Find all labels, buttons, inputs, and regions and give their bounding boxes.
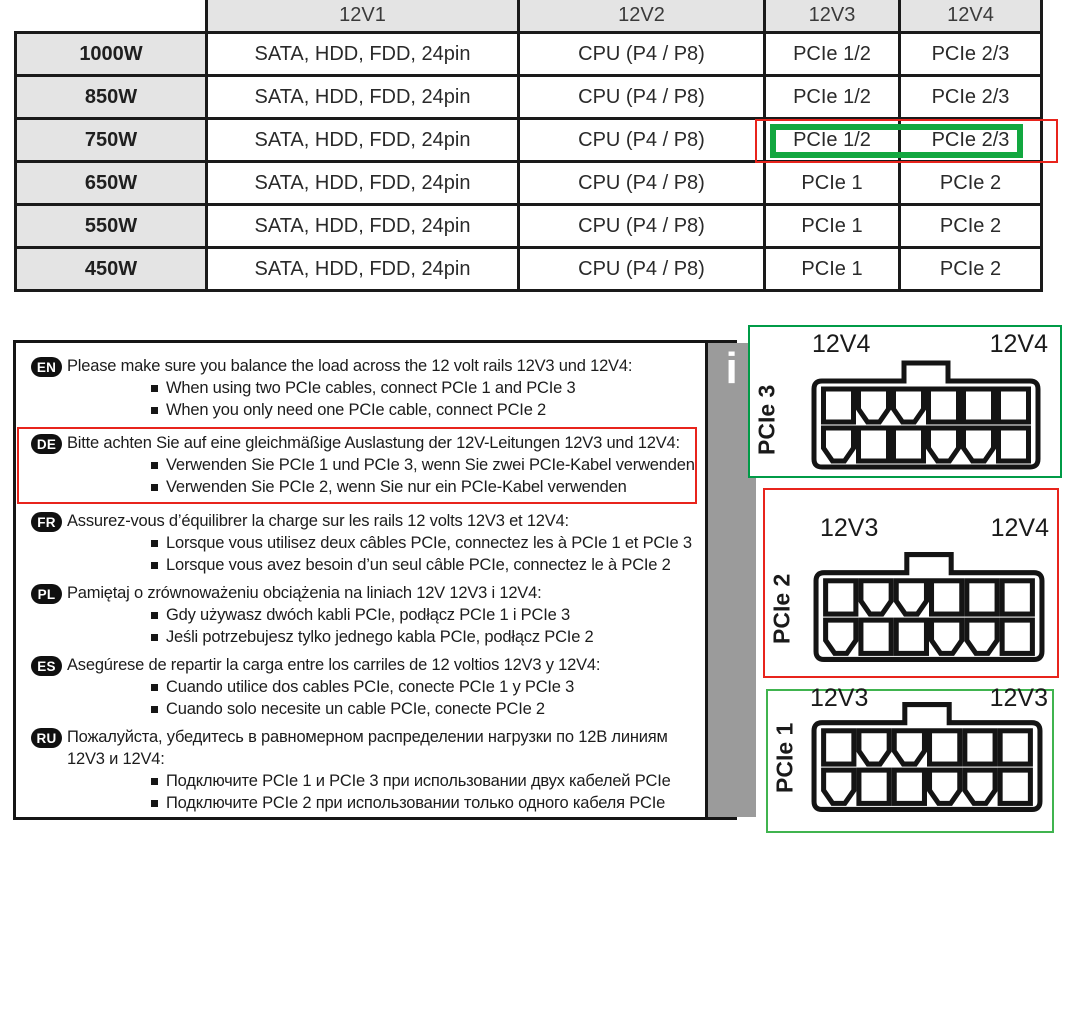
section-intro: Asegúrese de repartir la carga entre los carriles de 12 voltios 12V3 y 12V4: [67,656,601,674]
table-cell: PCIe 1 [765,162,900,205]
table-cell: PCIe 1 [765,205,900,248]
connector-name-label: PCIe 2 [768,573,795,645]
table-cell: CPU (P4 / P8) [519,119,765,162]
column-header-12v4: 12V4 [900,0,1042,33]
lang-badge-de: DE [31,434,62,454]
pcie-connector-diagram [812,550,1046,664]
lang-badge-fr: FR [31,512,62,532]
bullet-item: Jeśli potrzebujesz tylko jednego kabla PCIe, podłącz PCIe 2 [151,626,699,648]
info-section-ru [31,726,699,814]
lang-badge-ru: RU [31,728,62,748]
info-section-fr [31,510,699,576]
table-cell: PCIe 1 [765,248,900,291]
info-section-es [31,654,699,720]
pcie-connector-diagram [810,699,1044,815]
connector-name-label: PCIe 1 [771,722,798,794]
bullet-item: Gdy używasz dwóch kabli PCIe, podłącz PCIe 1 i PCIe 3 [151,604,699,626]
rail-label-left: 12V3 [810,684,869,712]
table-cell: SATA, HDD, FDD, 24pin [207,33,519,76]
bullet-item: Cuando solo necesite un cable PCIe, conecte PCIe 2 [151,698,699,720]
row-header-watt: 1000W [16,33,207,76]
table-row-550w [16,205,1042,248]
table-cell: PCIe 2 [900,205,1042,248]
pcie3-connector-box [748,325,1062,478]
table-cell-highlighted: PCIe 1/2 [765,119,900,162]
info-icon: i [725,344,738,393]
table-cell: SATA, HDD, FDD, 24pin [207,205,519,248]
row-header-watt: 550W [16,205,207,248]
table-cell: PCIe 2 [900,248,1042,291]
table-row-450w [16,248,1042,291]
row-header-watt: 650W [16,162,207,205]
column-header-12v1: 12V1 [207,0,519,33]
row-header-watt: 850W [16,76,207,119]
table-row-750w [16,119,1042,162]
section-intro: Please make sure you balance the load across the 12 volt rails 12V3 und 12V4: [67,357,633,375]
section-intro: Pamiętaj o zrównoważeniu obciążenia na liniach 12V 12V3 i 12V4: [67,584,542,602]
lang-badge-en: EN [31,357,62,377]
rail-label-left: 12V4 [812,330,871,358]
table-cell: CPU (P4 / P8) [519,205,765,248]
pcie1-connector-box [766,684,1054,833]
section-intro: Assurez-vous d’équilibrer la charge sur les rails 12 volts 12V3 et 12V4: [67,512,569,530]
table-row-1000w [16,33,1042,76]
bullet-item: Подключите PCIe 1 и PCIe 3 при использовании двух кабелей PCIe [151,770,699,792]
table-header-row [16,0,1042,33]
lang-badge-pl: PL [31,584,62,604]
bullet-item: Lorsque vous utilisez deux câbles PCIe, connectez les à PCIe 1 et PCIe 3 [151,532,699,554]
bullet-item: Verwenden Sie PCIe 2, wenn Sie nur ein PCIe-Kabel verwenden [151,476,695,498]
table-corner-blank [16,0,207,33]
section-intro: Bitte achten Sie auf eine gleichmäßige Auslastung der 12V-Leitungen 12V3 und 12V4: [67,434,680,452]
row-header-watt: 450W [16,248,207,291]
column-header-12v2: 12V2 [519,0,765,33]
table-row-850w [16,76,1042,119]
bullet-item: Cuando utilice dos cables PCIe, conecte PCIe 1 y PCIe 3 [151,676,699,698]
table-cell: CPU (P4 / P8) [519,248,765,291]
lang-badge-es: ES [31,656,62,676]
table-cell: PCIe 1/2 [765,33,900,76]
rail-label-left: 12V3 [820,514,879,542]
table-row-650w [16,162,1042,205]
table-cell-highlighted: PCIe 2/3 [900,119,1042,162]
bullet-item: Verwenden Sie PCIe 1 und PCIe 3, wenn Sie zwei PCIe-Kabel verwenden [151,454,695,476]
info-section-pl [31,582,699,648]
info-box [13,340,737,820]
bullet-item: When using two PCIe cables, connect PCIe 1 and PCIe 3 [151,377,699,399]
table-cell: SATA, HDD, FDD, 24pin [207,76,519,119]
table-cell: SATA, HDD, FDD, 24pin [207,162,519,205]
pcie2-connector-box [763,488,1059,678]
pcie-connector-diagram [810,359,1042,471]
table-cell: PCIe 2/3 [900,33,1042,76]
connector-name-label: PCIe 3 [753,384,780,456]
bullet-item: Lorsque vous avez besoin d’un seul câble PCIe, connectez le à PCIe 2 [151,554,699,576]
section-intro: Пожалуйста, убедитесь в равномерном распределении нагрузки по 12В линиям 12V3 и 12V4: [67,728,668,768]
table-cell: CPU (P4 / P8) [519,162,765,205]
info-section-en [31,355,699,421]
table-cell: CPU (P4 / P8) [519,33,765,76]
table-cell: PCIe 2 [900,162,1042,205]
table-cell: PCIe 1/2 [765,76,900,119]
table-cell: PCIe 2/3 [900,76,1042,119]
table-cell: SATA, HDD, FDD, 24pin [207,119,519,162]
table-cell: SATA, HDD, FDD, 24pin [207,248,519,291]
table-cell: CPU (P4 / P8) [519,76,765,119]
info-content [16,343,705,817]
rail-label-right: 12V4 [989,330,1048,358]
info-section-de [17,427,697,504]
rail-label-right: 12V3 [989,684,1048,712]
bullet-item: When you only need one PCIe cable, connect PCIe 2 [151,399,699,421]
column-header-12v3: 12V3 [765,0,900,33]
row-header-watt: 750W [16,119,207,162]
bullet-item: Подключите PCIe 2 при использовании только одного кабеля PCIe [151,792,699,814]
rail-label-right: 12V4 [990,514,1049,542]
psu-rail-table [14,0,1043,292]
